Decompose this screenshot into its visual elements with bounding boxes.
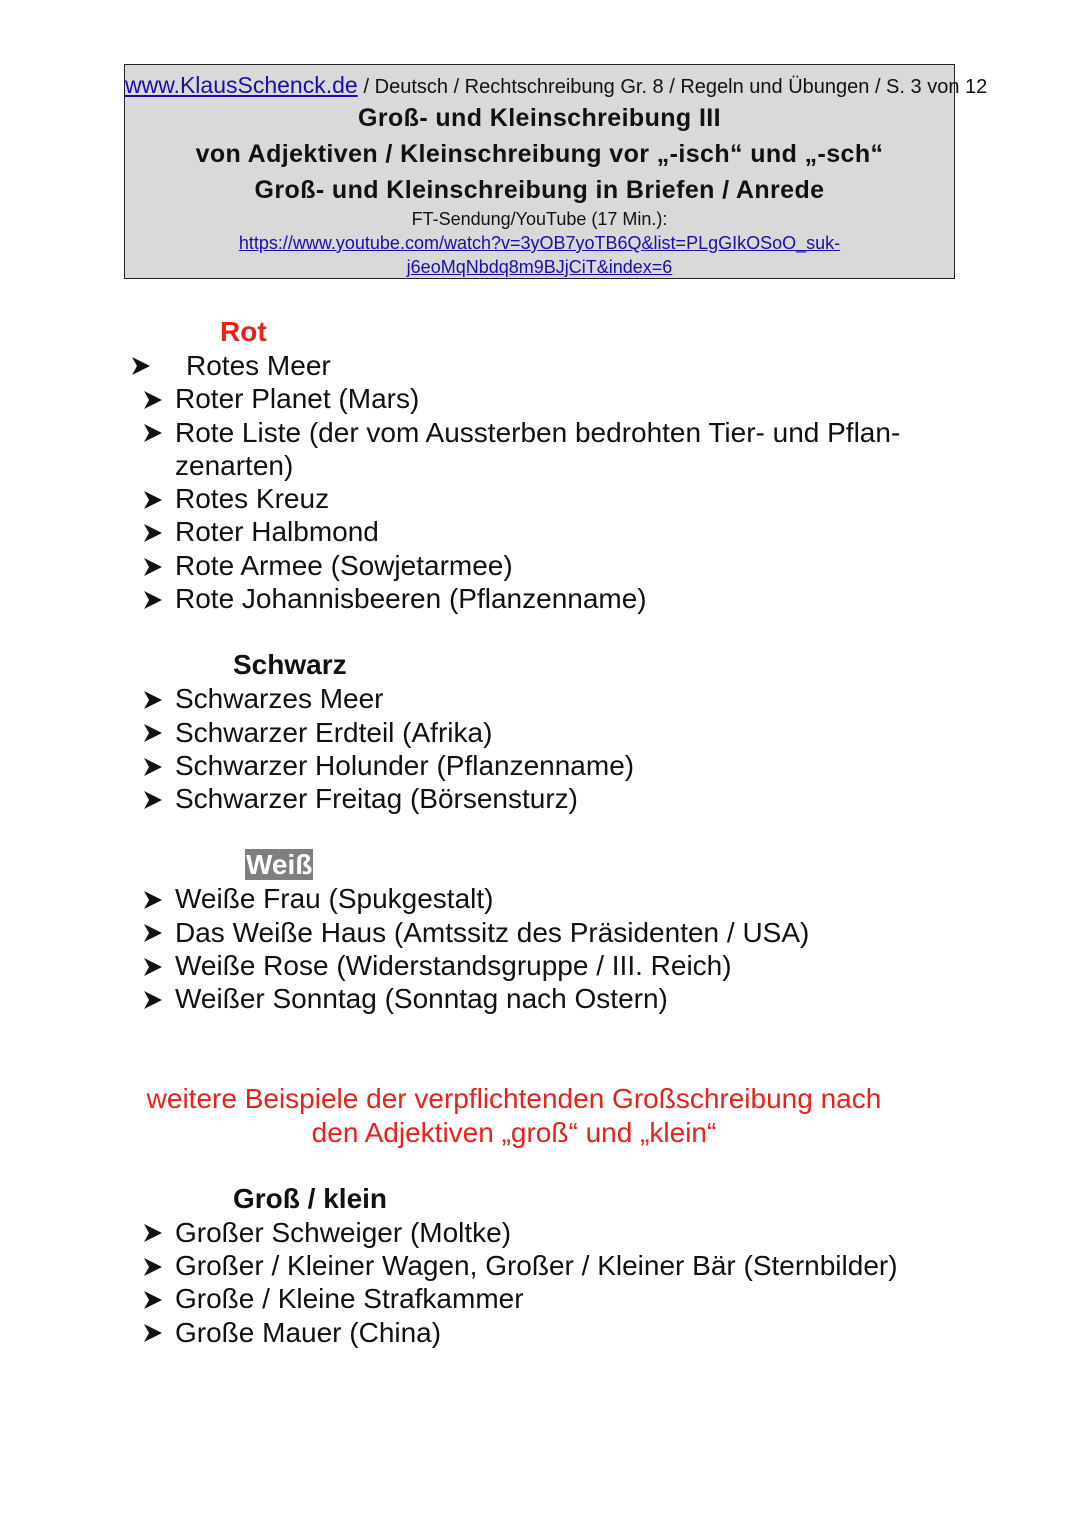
- list-item: Roter Halbmond: [175, 516, 379, 547]
- list-item: Weißer Sonntag (Sonntag nach Ostern): [175, 983, 668, 1014]
- arrowhead-bullet-icon: [142, 1256, 164, 1278]
- arrowhead-bullet-icon: [142, 722, 164, 744]
- arrowhead-bullet-icon: [130, 355, 152, 377]
- heading-badge: Weiß: [246, 849, 313, 880]
- document-header: [124, 64, 988, 279]
- section-heading-rot: Rot: [220, 316, 267, 347]
- list-item: Große / Kleine Strafkammer: [175, 1283, 524, 1314]
- video-url-line-1[interactable]: https://www.youtube.com/watch?v=3yOB7yoTB6Q&list=PLgGIkOSoO_suk-: [238, 233, 841, 253]
- list-item: Schwarzer Erdteil (Afrika): [175, 717, 493, 748]
- section-heading-weiss: [245, 848, 313, 882]
- arrowhead-bullet-icon: [142, 1289, 164, 1311]
- list-item-continuation: zenarten): [175, 450, 294, 481]
- arrowhead-bullet-icon: [142, 1222, 164, 1244]
- list-item: Schwarzer Freitag (Börsensturz): [175, 783, 579, 814]
- header-source-line: [125, 72, 988, 100]
- list-item: Rotes Kreuz: [175, 483, 330, 514]
- arrowhead-bullet-icon: [142, 689, 164, 711]
- arrowhead-bullet-icon: [142, 989, 164, 1011]
- section-heading-schwarz: Schwarz: [233, 649, 347, 680]
- arrowhead-bullet-icon: [142, 1322, 164, 1344]
- title-line-2: von Adjektiven / Kleinschreibung vor „-isch“ und „-sch“: [195, 140, 884, 168]
- arrowhead-bullet-icon: [142, 756, 164, 778]
- list-item: Rote Liste (der vom Aussterben bedrohten Tier- und Pflan-: [175, 417, 901, 448]
- intro-line-2: den Adjektiven „groß“ und „klein“: [311, 1117, 717, 1148]
- arrowhead-bullet-icon: [142, 522, 164, 544]
- arrowhead-bullet-icon: [142, 556, 164, 578]
- list-item: Großer / Kleiner Wagen, Großer / Kleiner Bär (Sternbilder): [175, 1250, 898, 1281]
- list-item: Roter Planet (Mars): [175, 383, 420, 414]
- title-line-1: Groß- und Kleinschreibung III: [358, 104, 721, 132]
- list-item: Weiße Frau (Spukgestalt): [175, 883, 494, 914]
- arrowhead-bullet-icon: [142, 889, 164, 911]
- arrowhead-bullet-icon: [142, 422, 164, 444]
- list-item: Weiße Rose (Widerstandsgruppe / III. Reich): [175, 950, 732, 981]
- video-info: FT-Sendung/YouTube (17 Min.):: [411, 209, 668, 229]
- arrowhead-bullet-icon: [142, 589, 164, 611]
- list-item: Rote Johannisbeeren (Pflanzenname): [175, 583, 647, 614]
- video-url-line-2[interactable]: j6eoMqNbdq8m9BJjCiT&index=6: [406, 257, 673, 277]
- site-link[interactable]: www.KlausSchenck.de: [125, 72, 358, 98]
- arrowhead-bullet-icon: [142, 956, 164, 978]
- list-item: Das Weiße Haus (Amtssitz des Präsidenten / USA): [175, 917, 810, 948]
- list-item: Schwarzes Meer: [175, 683, 384, 714]
- list-item: Großer Schweiger (Moltke): [175, 1217, 512, 1248]
- arrowhead-bullet-icon: [142, 789, 164, 811]
- list-item: Schwarzer Holunder (Pflanzenname): [175, 750, 635, 781]
- arrowhead-bullet-icon: [142, 489, 164, 511]
- list-item: Rotes Meer: [186, 350, 331, 381]
- intro-line-1: weitere Beispiele der verpflichtenden Großschreibung nach: [146, 1083, 882, 1114]
- arrowhead-bullet-icon: [142, 922, 164, 944]
- title-line-3: Groß- und Kleinschreibung in Briefen / Anrede: [254, 176, 825, 204]
- section-heading-gross-klein: Groß / klein: [233, 1183, 388, 1214]
- arrowhead-bullet-icon: [142, 389, 164, 411]
- list-item: Große Mauer (China): [175, 1317, 442, 1348]
- breadcrumb: / Deutsch / Rechtschreibung Gr. 8 / Regeln und Übungen / S. 3 von 12: [363, 76, 988, 98]
- list-item: Rote Armee (Sowjetarmee): [175, 550, 513, 581]
